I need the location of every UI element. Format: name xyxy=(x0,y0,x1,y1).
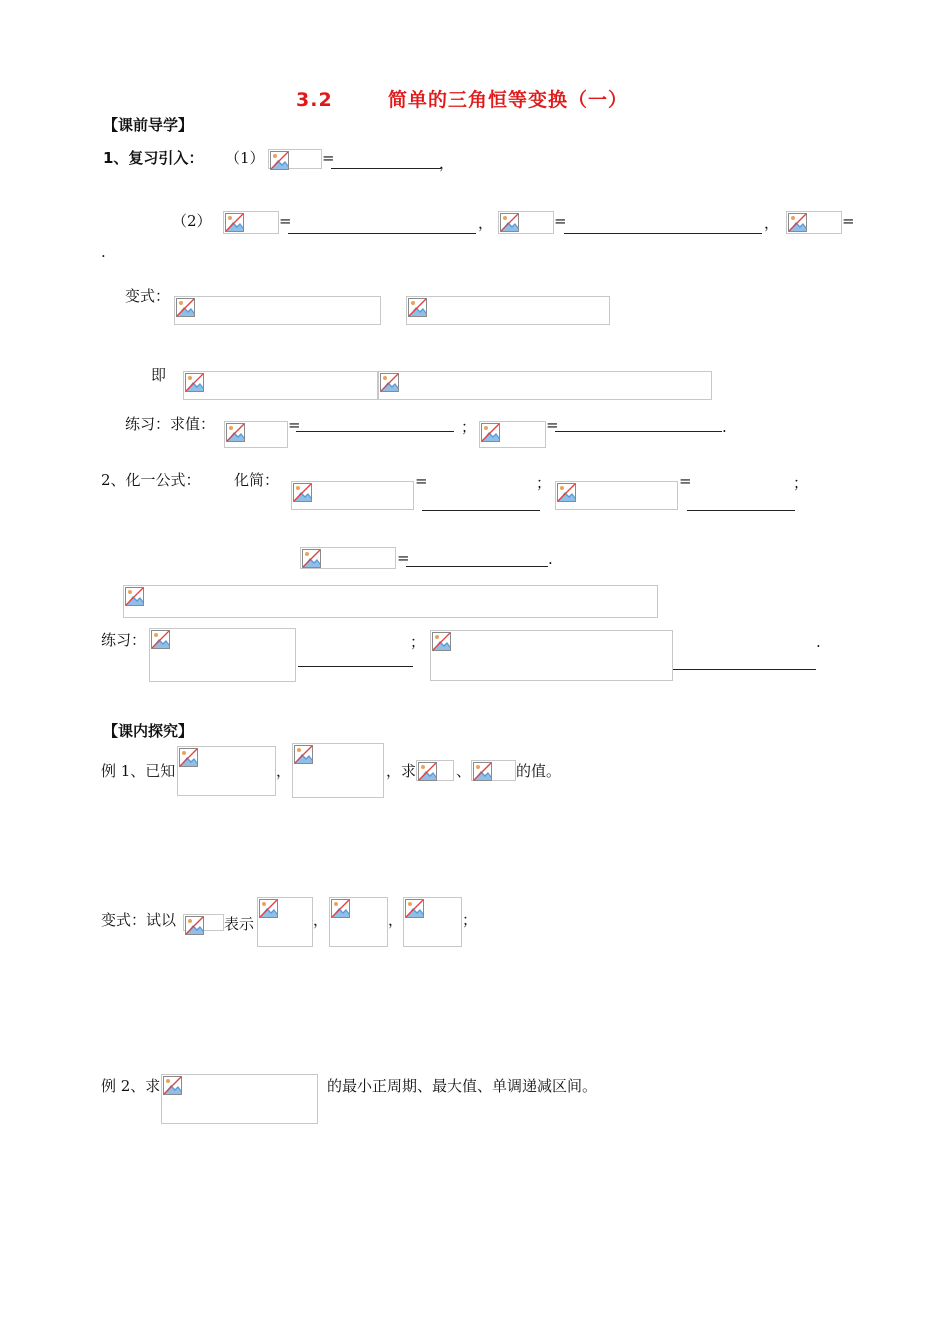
semicolon: ； xyxy=(536,474,552,492)
value-text: 的值。 xyxy=(516,762,562,780)
formula-image xyxy=(268,149,322,169)
simplify-label: 化简： xyxy=(234,471,280,489)
comma: ， xyxy=(478,214,494,232)
semicolon: ； xyxy=(462,911,478,929)
represent-text: 表示 xyxy=(224,915,255,933)
formula-image xyxy=(161,1074,318,1124)
answer-blank xyxy=(564,233,762,234)
formula-image xyxy=(224,421,288,448)
period: . xyxy=(101,243,106,261)
answer-blank xyxy=(406,566,548,567)
answer-blank xyxy=(288,233,476,234)
q1-label: 1、复习引入： xyxy=(103,149,204,167)
formula-image xyxy=(329,897,388,947)
formula-image xyxy=(257,897,313,947)
semicolon: ； xyxy=(410,633,426,651)
comma: ， xyxy=(439,154,455,172)
period: . xyxy=(816,633,821,651)
equals-sign: = xyxy=(679,472,692,490)
section-inclass-heading: 【课内探究】 xyxy=(103,722,194,740)
page-title: 简单的三角恒等变换（一） xyxy=(388,89,629,111)
variant-label: 变式： xyxy=(125,287,171,305)
comma: ， xyxy=(313,911,329,929)
answer-blank xyxy=(687,510,795,511)
formula-image xyxy=(479,421,546,448)
answer-blank xyxy=(555,431,722,432)
formula-image xyxy=(183,371,378,400)
formula-image xyxy=(292,743,384,798)
equals-sign: = xyxy=(842,212,855,230)
period: . xyxy=(722,418,727,436)
formula-image xyxy=(183,914,224,931)
formula-image xyxy=(786,211,842,234)
practice-label: 练习：求值： xyxy=(125,415,216,433)
formula-image xyxy=(291,481,414,510)
formula-image xyxy=(177,746,276,796)
formula-image xyxy=(149,628,296,682)
semicolon: ； xyxy=(461,418,477,436)
formula-image xyxy=(403,897,462,947)
formula-image xyxy=(300,547,396,569)
answer-blank xyxy=(298,666,413,667)
answer-blank xyxy=(422,510,540,511)
formula-image xyxy=(471,760,516,781)
equals-sign: = xyxy=(415,472,428,490)
equals-sign: = xyxy=(322,149,335,167)
ji-label: 即 xyxy=(151,366,167,384)
title-number: 3.2 xyxy=(296,89,333,111)
answer-blank xyxy=(673,669,816,670)
equals-sign: = xyxy=(397,549,410,567)
q1-item2: （2） xyxy=(172,212,212,230)
equals-sign: = xyxy=(546,416,559,434)
q2-label: 2、化一公式： xyxy=(101,471,201,489)
formula-image xyxy=(430,630,673,681)
formula-image xyxy=(123,585,658,618)
period: . xyxy=(548,550,553,568)
practice-label: 练习： xyxy=(101,631,147,649)
formula-image xyxy=(416,760,454,781)
variant-label: 变式：试以 xyxy=(101,911,177,929)
comma: ， xyxy=(388,911,404,929)
formula-image xyxy=(406,296,610,325)
comma: ， xyxy=(276,762,292,780)
equals-sign: = xyxy=(288,416,301,434)
ask-text: ，求 xyxy=(386,762,417,780)
example2-suffix: 的最小正周期、最大值、单调递减区间。 xyxy=(327,1077,598,1095)
comma: ， xyxy=(764,214,780,232)
equals-sign: = xyxy=(279,212,292,230)
formula-image xyxy=(223,211,279,234)
example2-label: 例 2、求 xyxy=(101,1077,161,1095)
q1-item1: （1） xyxy=(225,149,265,167)
answer-blank xyxy=(331,168,441,169)
answer-blank xyxy=(296,431,454,432)
semicolon: ； xyxy=(793,474,809,492)
equals-sign: = xyxy=(554,212,567,230)
formula-image xyxy=(498,211,554,234)
dun-mark: 、 xyxy=(456,762,472,780)
section-pre-heading: 【课前导学】 xyxy=(103,116,194,134)
formula-image xyxy=(555,481,678,510)
formula-image xyxy=(378,371,712,400)
example1-label: 例 1、已知 xyxy=(101,762,176,780)
formula-image xyxy=(174,296,381,325)
